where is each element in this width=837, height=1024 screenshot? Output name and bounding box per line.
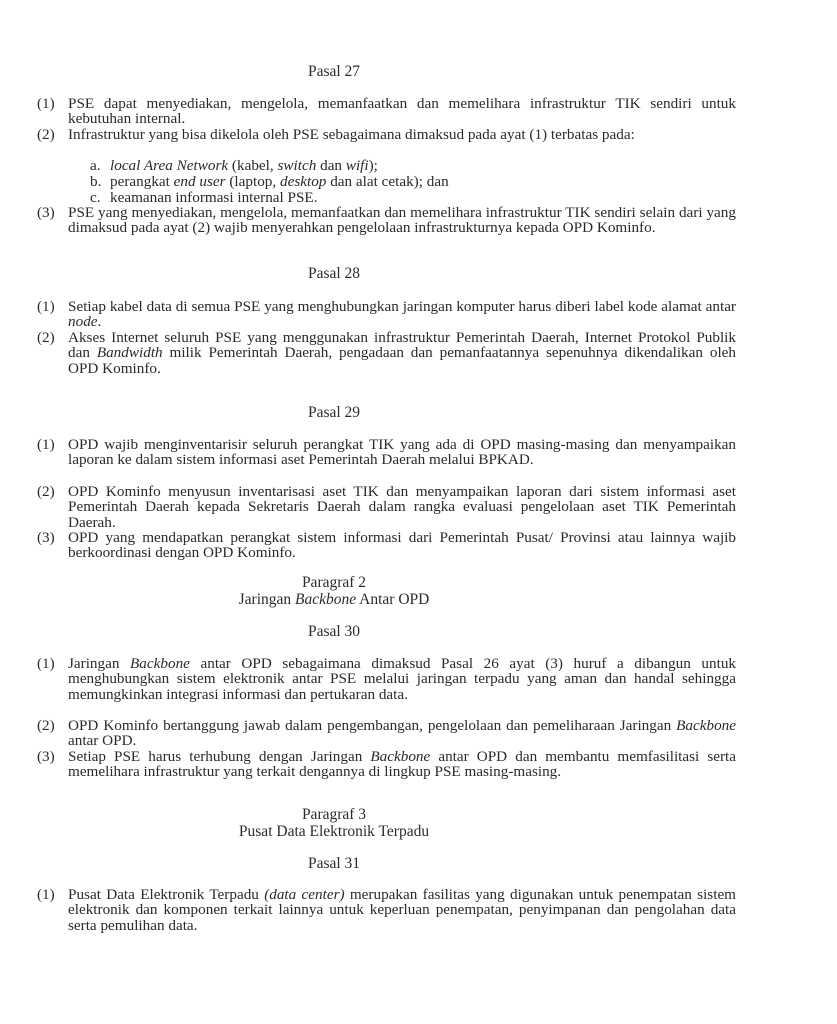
subtitle-text: Jaringan — [238, 591, 296, 608]
pasal-27-ayat-3 — [0, 205, 795, 236]
ayat-number: (3) — [37, 529, 55, 546]
pasal-28-ayat-1 — [0, 299, 795, 330]
ayat-number: (1) — [37, 655, 55, 672]
pasal-31-heading: Pasal 31 — [307, 855, 361, 872]
item-italic: wifi — [345, 157, 369, 174]
ayat-number: (2) — [37, 329, 55, 346]
ayat-italic: Backbone — [676, 717, 736, 734]
pasal-29-ayat-3 — [0, 530, 795, 561]
ayat-text: Setiap PSE harus terhubung dengan Jaringan — [68, 748, 371, 765]
ayat-italic: Backbone — [370, 748, 431, 765]
ayat-text: Jaringan — [68, 655, 131, 672]
paragraf-subtitle — [0, 591, 668, 608]
pasal-30-ayat-1 — [0, 656, 795, 702]
ayat-number: (2) — [37, 717, 55, 734]
pasal-27-ayat-2-item-b — [0, 174, 837, 189]
pasal-29-heading: Pasal 29 — [307, 404, 361, 421]
pasal-27-ayat-2 — [0, 127, 795, 142]
ayat-text: antar OPD sebagaimana dimaksud Pasal 26 ayat (3) huruf a dibangun untuk menghubungkan sistem elektronik antar PSE melalui jaringan terpadu yang aman dan handal sehingga memungkinkan integrasi informasi dan pertukaran data. — [68, 655, 736, 703]
ayat-number: (2) — [37, 483, 55, 500]
ayat-number: (3) — [37, 748, 55, 765]
ayat-number: (1) — [37, 95, 55, 112]
ayat-text: Setiap kabel data di semua PSE yang menghubungkan jaringan komputer harus diberi label kode alamat antar — [68, 298, 736, 315]
item-italic: local Area Network — [110, 157, 229, 174]
paragraf-subtitle: Pusat Data Elektronik Terpadu — [238, 823, 430, 840]
ayat-text: antar OPD dan membantu memfasilitasi serta memelihara infrastruktur yang terkait dengannya di lingkup PSE masing-masing. — [68, 748, 736, 781]
item-text: (laptop, — [225, 173, 280, 190]
ayat-number: (1) — [37, 886, 55, 903]
ayat-text: OPD yang mendapatkan perangkat sistem informasi dari Pemerintah Pusat/ Provinsi atau lainnya wajib berkoordinasi dengan OPD Kominfo. — [68, 529, 736, 562]
ayat-italic: (data center) — [264, 886, 345, 903]
ayat-text: antar OPD. — [68, 732, 137, 750]
pasal-27-heading: Pasal 27 — [307, 63, 361, 80]
paragraf-number: Paragraf 2 — [301, 574, 367, 591]
ayat-italic: Backbone — [130, 655, 190, 672]
paragraf-3-heading — [0, 806, 668, 840]
ayat-text: Akses Internet seluruh PSE yang menggunakan infrastruktur Pemerintah Daerah, Internet Protokol Publik dan — [68, 329, 736, 362]
pasal-29-ayat-1 — [0, 437, 795, 468]
item-italic: desktop — [279, 173, 327, 190]
pasal-30-ayat-3 — [0, 749, 795, 780]
item-italic: end user — [173, 173, 226, 190]
item-letter: c. — [90, 189, 101, 206]
ayat-text: PSE dapat menyediakan, mengelola, memanfaatkan dan memelihara infrastruktur TIK sendiri untuk kebutuhan internal. — [68, 95, 736, 128]
item-text: dan alat cetak); dan — [326, 173, 449, 190]
paragraf-number: Paragraf 3 — [301, 806, 367, 823]
ayat-text: Infrastruktur yang bisa dikelola oleh PSE sebagaimana dimaksud pada ayat (1) terbatas pada: — [68, 126, 635, 143]
ayat-italic: Bandwidth — [96, 344, 163, 362]
ayat-text: OPD wajib menginventarisir seluruh perangkat TIK yang ada di OPD masing-masing dan menyampaikan laporan ke dalam sistem informasi aset Pemerintah Daerah melalui BPKAD. — [68, 436, 736, 469]
item-text: (kabel, — [228, 157, 278, 174]
ayat-text: merupakan fasilitas yang digunakan untuk penempatan sistem elektronik dan komponen terkait lainnya untuk keperluan penempatan, penyimpanan dan pengolahan data serta pemulihan data. — [68, 886, 736, 934]
subtitle-text: Antar OPD — [356, 591, 430, 608]
ayat-number: (1) — [37, 436, 55, 453]
ayat-number: (3) — [37, 204, 55, 221]
pasal-28-heading: Pasal 28 — [307, 265, 361, 282]
paragraf-2-heading — [0, 574, 668, 608]
ayat-text: milik Pemerintah Daerah, pengadaan dan pemanfaatannya sepenuhnya dikendalikan oleh OPD Kominfo. — [68, 344, 736, 377]
item-text: ); — [368, 157, 378, 174]
item-text: keamanan informasi internal PSE. — [110, 189, 318, 206]
item-letter: a. — [90, 157, 101, 174]
ayat-italic: node — [68, 313, 98, 331]
item-letter: b. — [90, 173, 102, 190]
pasal-29-ayat-2 — [0, 484, 795, 530]
ayat-number: (2) — [37, 126, 55, 143]
pasal-30-heading: Pasal 30 — [307, 623, 361, 640]
pasal-27-ayat-1 — [0, 96, 795, 127]
item-text: dan — [316, 157, 346, 174]
pasal-31-ayat-1 — [0, 887, 795, 933]
pasal-28-ayat-2 — [0, 330, 795, 376]
pasal-30-ayat-2 — [0, 718, 795, 749]
subtitle-italic: Backbone — [295, 591, 357, 608]
pasal-27-ayat-2-item-a — [0, 158, 837, 173]
item-text: perangkat — [110, 173, 174, 190]
item-italic: switch — [277, 157, 317, 174]
ayat-text: Pusat Data Elektronik Terpadu — [68, 886, 265, 903]
ayat-text: OPD Kominfo bertanggung jawab dalam pengembangan, pengelolaan dan pemeliharaan Jaringan — [68, 717, 677, 734]
ayat-text: OPD Kominfo menyusun inventarisasi aset TIK dan menyampaikan laporan dari sistem informasi aset Pemerintah Daerah kepada Sekretaris Daerah dalam rangka evaluasi pengelolaan aset TIK Pemerintah Daerah. — [68, 483, 736, 531]
ayat-text: . — [97, 313, 102, 331]
ayat-number: (1) — [37, 298, 55, 315]
ayat-text: PSE yang menyediakan, mengelola, memanfaatkan dan memelihara infrastruktur TIK sendiri selain dari yang dimaksud pada ayat (2) wajib menyerahkan pengelolaan infrastrukturnya kepada OPD Kominfo. — [68, 204, 736, 237]
